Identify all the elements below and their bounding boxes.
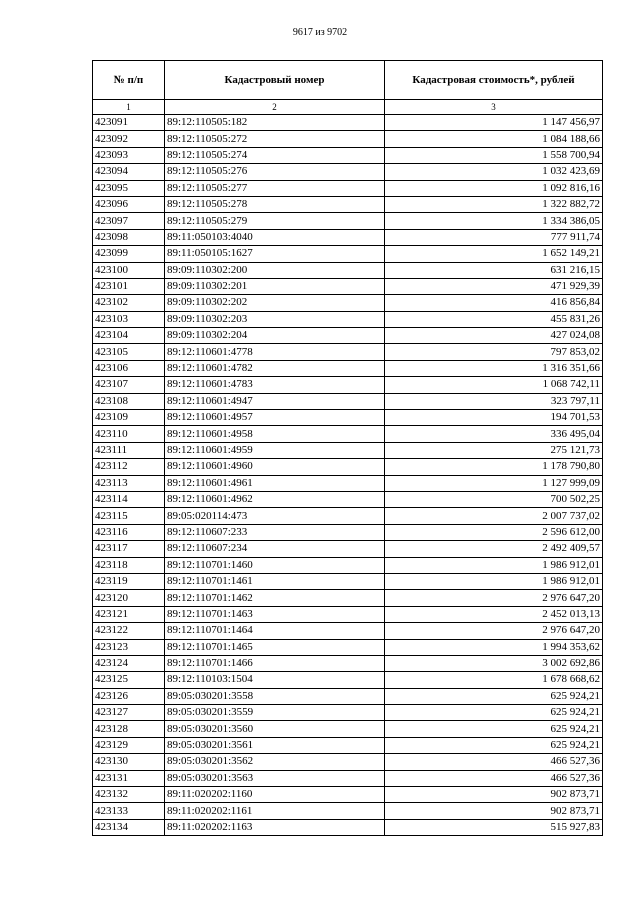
cadastral-number-cell: 89:11:020202:1163 xyxy=(165,819,385,835)
column-number: 2 xyxy=(165,100,385,115)
column-number: 1 xyxy=(93,100,165,115)
cadastral-number-cell: 89:12:110601:4947 xyxy=(165,393,385,409)
cadastral-number-cell: 89:12:110701:1461 xyxy=(165,573,385,589)
table-row xyxy=(93,295,603,311)
table-row xyxy=(93,360,603,376)
table-row xyxy=(93,262,603,278)
cadastral-value-cell: 902 873,71 xyxy=(385,803,603,819)
row-number-cell: 423120 xyxy=(93,590,165,606)
header-row-number: № п/п xyxy=(93,61,165,100)
cadastral-number-cell: 89:12:110701:1460 xyxy=(165,557,385,573)
table-row xyxy=(93,705,603,721)
cadastral-value-cell: 1 322 882,72 xyxy=(385,196,603,212)
table-row xyxy=(93,590,603,606)
row-number-cell: 423091 xyxy=(93,115,165,131)
table-row xyxy=(93,213,603,229)
cadastral-number-cell: 89:09:110302:201 xyxy=(165,278,385,294)
table-row xyxy=(93,311,603,327)
row-number-cell: 423127 xyxy=(93,705,165,721)
cadastral-value-cell: 466 527,36 xyxy=(385,770,603,786)
cadastral-value-cell: 777 911,74 xyxy=(385,229,603,245)
cadastral-value-cell: 194 701,53 xyxy=(385,410,603,426)
row-number-cell: 423102 xyxy=(93,295,165,311)
cadastral-value-cell: 323 797,11 xyxy=(385,393,603,409)
cadastral-value-cell: 1 316 351,66 xyxy=(385,360,603,376)
cadastral-value-table xyxy=(92,60,603,836)
cadastral-number-cell: 89:12:110601:4959 xyxy=(165,442,385,458)
row-number-cell: 423118 xyxy=(93,557,165,573)
row-number-cell: 423097 xyxy=(93,213,165,229)
cadastral-value-cell: 625 924,21 xyxy=(385,721,603,737)
table-row xyxy=(93,491,603,507)
row-number-cell: 423133 xyxy=(93,803,165,819)
table-row xyxy=(93,344,603,360)
table-row xyxy=(93,229,603,245)
cadastral-value-cell: 471 929,39 xyxy=(385,278,603,294)
row-number-cell: 423107 xyxy=(93,377,165,393)
cadastral-number-cell: 89:05:020114:473 xyxy=(165,508,385,524)
cadastral-number-cell: 89:12:110103:1504 xyxy=(165,672,385,688)
table-row xyxy=(93,688,603,704)
column-number: 3 xyxy=(385,100,603,115)
cadastral-value-cell: 2 596 612,00 xyxy=(385,524,603,540)
cadastral-value-cell: 1 558 700,94 xyxy=(385,147,603,163)
cadastral-number-cell: 89:09:110302:204 xyxy=(165,328,385,344)
cadastral-value-cell: 1 068 742,11 xyxy=(385,377,603,393)
cadastral-number-cell: 89:12:110505:182 xyxy=(165,115,385,131)
row-number-cell: 423112 xyxy=(93,459,165,475)
cadastral-number-cell: 89:12:110601:4957 xyxy=(165,410,385,426)
cadastral-value-cell: 416 856,84 xyxy=(385,295,603,311)
row-number-cell: 423110 xyxy=(93,426,165,442)
table-row xyxy=(93,639,603,655)
cadastral-value-cell: 1 334 386,05 xyxy=(385,213,603,229)
cadastral-value-cell: 2 007 737,02 xyxy=(385,508,603,524)
table-body xyxy=(93,115,603,836)
cadastral-number-cell: 89:12:110601:4958 xyxy=(165,426,385,442)
row-number-cell: 423109 xyxy=(93,410,165,426)
cadastral-value-cell: 2 976 647,20 xyxy=(385,590,603,606)
row-number-cell: 423119 xyxy=(93,573,165,589)
cadastral-number-cell: 89:12:110505:277 xyxy=(165,180,385,196)
table-row xyxy=(93,655,603,671)
cadastral-number-cell: 89:12:110601:4782 xyxy=(165,360,385,376)
cadastral-number-cell: 89:12:110601:4960 xyxy=(165,459,385,475)
row-number-cell: 423134 xyxy=(93,819,165,835)
header-cadastral-number: Кадастровый номер xyxy=(165,61,385,100)
cadastral-number-cell: 89:09:110302:203 xyxy=(165,311,385,327)
table-row xyxy=(93,541,603,557)
cadastral-number-cell: 89:05:030201:3561 xyxy=(165,737,385,753)
table-row xyxy=(93,410,603,426)
cadastral-value-cell: 1 084 188,66 xyxy=(385,131,603,147)
row-number-cell: 423093 xyxy=(93,147,165,163)
row-number-cell: 423123 xyxy=(93,639,165,655)
cadastral-number-cell: 89:12:110701:1462 xyxy=(165,590,385,606)
table-row xyxy=(93,508,603,524)
cadastral-value-cell: 1 994 353,62 xyxy=(385,639,603,655)
row-number-cell: 423094 xyxy=(93,164,165,180)
table-row xyxy=(93,623,603,639)
row-number-cell: 423116 xyxy=(93,524,165,540)
row-number-cell: 423106 xyxy=(93,360,165,376)
cadastral-number-cell: 89:12:110505:278 xyxy=(165,196,385,212)
table-row xyxy=(93,573,603,589)
row-number-cell: 423131 xyxy=(93,770,165,786)
cadastral-number-cell: 89:09:110302:200 xyxy=(165,262,385,278)
cadastral-number-cell: 89:11:020202:1161 xyxy=(165,803,385,819)
column-number-row xyxy=(93,100,603,115)
cadastral-number-cell: 89:12:110505:279 xyxy=(165,213,385,229)
cadastral-number-cell: 89:12:110601:4961 xyxy=(165,475,385,491)
cadastral-value-cell: 1 986 912,01 xyxy=(385,557,603,573)
table-row xyxy=(93,557,603,573)
cadastral-value-cell: 1 678 668,62 xyxy=(385,672,603,688)
cadastral-value-cell: 2 976 647,20 xyxy=(385,623,603,639)
row-number-cell: 423121 xyxy=(93,606,165,622)
cadastral-value-cell: 902 873,71 xyxy=(385,787,603,803)
table-row xyxy=(93,803,603,819)
table-row xyxy=(93,131,603,147)
cadastral-value-cell: 275 121,73 xyxy=(385,442,603,458)
table-row xyxy=(93,442,603,458)
table-row xyxy=(93,393,603,409)
cadastral-value-cell: 2 492 409,57 xyxy=(385,541,603,557)
row-number-cell: 423115 xyxy=(93,508,165,524)
row-number-cell: 423113 xyxy=(93,475,165,491)
page-number: 9617 из 9702 xyxy=(292,27,348,38)
cadastral-number-cell: 89:12:110505:274 xyxy=(165,147,385,163)
cadastral-value-cell: 631 216,15 xyxy=(385,262,603,278)
cadastral-value-cell: 427 024,08 xyxy=(385,328,603,344)
cadastral-number-cell: 89:12:110505:276 xyxy=(165,164,385,180)
row-number-cell: 423129 xyxy=(93,737,165,753)
cadastral-number-cell: 89:12:110701:1465 xyxy=(165,639,385,655)
row-number-cell: 423099 xyxy=(93,246,165,262)
table-row xyxy=(93,377,603,393)
header-cadastral-value: Кадастровая стоимость*, рублей xyxy=(385,61,603,100)
row-number-cell: 423101 xyxy=(93,278,165,294)
row-number-cell: 423105 xyxy=(93,344,165,360)
cadastral-number-cell: 89:05:030201:3559 xyxy=(165,705,385,721)
cadastral-number-cell: 89:12:110701:1463 xyxy=(165,606,385,622)
table-row xyxy=(93,115,603,131)
row-number-cell: 423124 xyxy=(93,655,165,671)
row-number-cell: 423103 xyxy=(93,311,165,327)
row-number-cell: 423130 xyxy=(93,754,165,770)
cadastral-number-cell: 89:12:110701:1466 xyxy=(165,655,385,671)
table-row xyxy=(93,196,603,212)
table-row xyxy=(93,475,603,491)
cadastral-value-cell: 1 147 456,97 xyxy=(385,115,603,131)
cadastral-number-cell: 89:12:110601:4962 xyxy=(165,491,385,507)
cadastral-number-cell: 89:12:110607:233 xyxy=(165,524,385,540)
table-row xyxy=(93,459,603,475)
cadastral-value-cell: 336 495,04 xyxy=(385,426,603,442)
cadastral-number-cell: 89:11:050103:4040 xyxy=(165,229,385,245)
table-row xyxy=(93,278,603,294)
cadastral-number-cell: 89:09:110302:202 xyxy=(165,295,385,311)
table-row xyxy=(93,524,603,540)
cadastral-number-cell: 89:05:030201:3563 xyxy=(165,770,385,786)
row-number-cell: 423128 xyxy=(93,721,165,737)
cadastral-value-cell: 1 652 149,21 xyxy=(385,246,603,262)
row-number-cell: 423092 xyxy=(93,131,165,147)
row-number-cell: 423095 xyxy=(93,180,165,196)
cadastral-value-cell: 625 924,21 xyxy=(385,688,603,704)
cadastral-number-cell: 89:05:030201:3562 xyxy=(165,754,385,770)
row-number-cell: 423111 xyxy=(93,442,165,458)
cadastral-number-cell: 89:11:050105:1627 xyxy=(165,246,385,262)
cadastral-number-cell: 89:12:110701:1464 xyxy=(165,623,385,639)
cadastral-value-cell: 1 127 999,09 xyxy=(385,475,603,491)
cadastral-value-cell: 515 927,83 xyxy=(385,819,603,835)
cadastral-number-cell: 89:05:030201:3560 xyxy=(165,721,385,737)
cadastral-number-cell: 89:12:110601:4783 xyxy=(165,377,385,393)
cadastral-value-cell: 625 924,21 xyxy=(385,737,603,753)
table-row xyxy=(93,721,603,737)
cadastral-value-cell: 1 178 790,80 xyxy=(385,459,603,475)
table-row xyxy=(93,787,603,803)
cadastral-number-cell: 89:11:020202:1160 xyxy=(165,787,385,803)
table-row xyxy=(93,246,603,262)
cadastral-number-cell: 89:05:030201:3558 xyxy=(165,688,385,704)
row-number-cell: 423096 xyxy=(93,196,165,212)
cadastral-value-cell: 1 986 912,01 xyxy=(385,573,603,589)
table-row xyxy=(93,147,603,163)
cadastral-value-cell: 700 502,25 xyxy=(385,491,603,507)
row-number-cell: 423108 xyxy=(93,393,165,409)
row-number-cell: 423114 xyxy=(93,491,165,507)
row-number-cell: 423117 xyxy=(93,541,165,557)
table-row xyxy=(93,754,603,770)
table-row xyxy=(93,672,603,688)
row-number-cell: 423098 xyxy=(93,229,165,245)
table-row xyxy=(93,328,603,344)
cadastral-value-cell: 797 853,02 xyxy=(385,344,603,360)
table-row xyxy=(93,606,603,622)
row-number-cell: 423122 xyxy=(93,623,165,639)
cadastral-value-cell: 1 032 423,69 xyxy=(385,164,603,180)
cadastral-value-cell: 1 092 816,16 xyxy=(385,180,603,196)
table-row xyxy=(93,737,603,753)
cadastral-value-cell: 466 527,36 xyxy=(385,754,603,770)
table-row xyxy=(93,819,603,835)
row-number-cell: 423132 xyxy=(93,787,165,803)
table-row xyxy=(93,164,603,180)
cadastral-value-cell: 2 452 013,13 xyxy=(385,606,603,622)
table-row xyxy=(93,180,603,196)
header-row xyxy=(93,61,603,100)
row-number-cell: 423126 xyxy=(93,688,165,704)
table-row xyxy=(93,426,603,442)
cadastral-number-cell: 89:12:110505:272 xyxy=(165,131,385,147)
cadastral-number-cell: 89:12:110607:234 xyxy=(165,541,385,557)
row-number-cell: 423125 xyxy=(93,672,165,688)
cadastral-value-cell: 3 002 692,86 xyxy=(385,655,603,671)
row-number-cell: 423100 xyxy=(93,262,165,278)
cadastral-number-cell: 89:12:110601:4778 xyxy=(165,344,385,360)
row-number-cell: 423104 xyxy=(93,328,165,344)
table-row xyxy=(93,770,603,786)
cadastral-value-cell: 625 924,21 xyxy=(385,705,603,721)
cadastral-value-cell: 455 831,26 xyxy=(385,311,603,327)
